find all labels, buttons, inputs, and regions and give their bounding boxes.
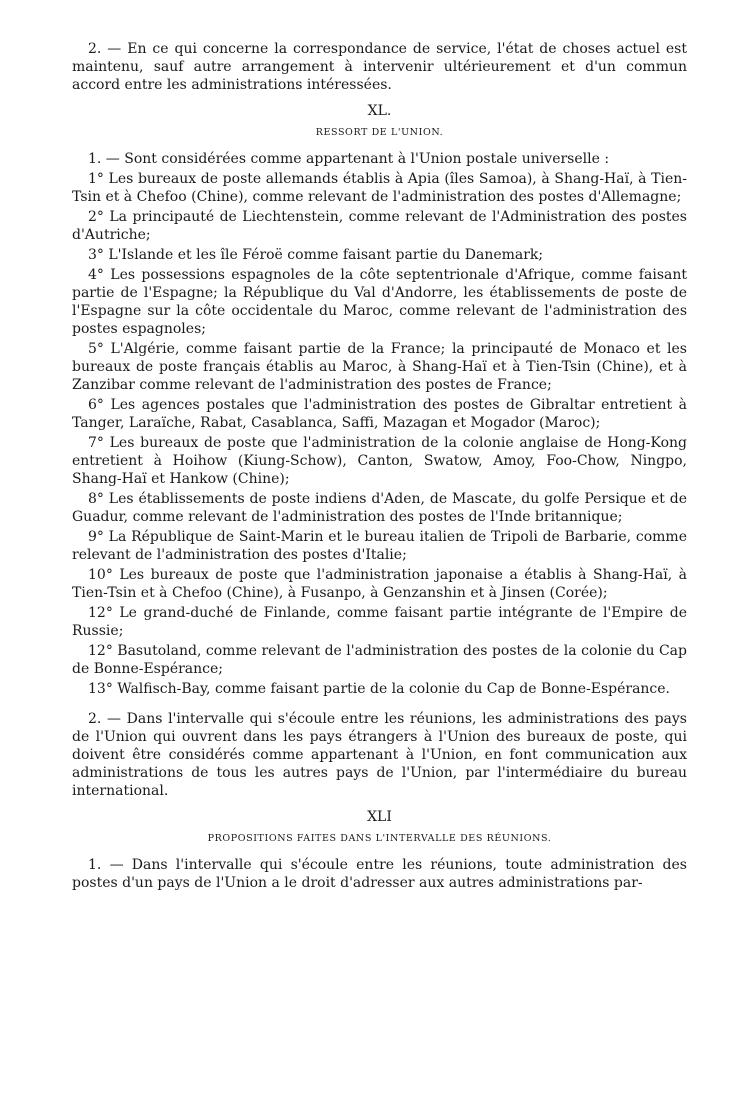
spacer <box>72 698 687 710</box>
list-item: 13° Walfisch-Bay, comme faisant partie de la colonie du Cap de Bonne-Espérance. <box>88 681 671 697</box>
list-item: 12° Basutoland, comme relevant de l'administration des postes de la colonie du Cap de Bonne-Espérance; <box>72 643 687 677</box>
list-item: 5° L'Algérie, comme faisant partie de la France; la principauté de Monaco et les bureaux de poste français établis au Maroc, à Shang-Haï et à Tien-Tsin (Chine), et à Zanzibar comme relevant de l'administration des postes de France; <box>72 341 687 393</box>
paragraph-xl-2: 2. — Dans l'intervalle qui s'écoule entre les réunions, les administrations des pays de l'Union qui ouvrent dans les pays étrangers à l'Union des bureaux de poste, qui doivent être considérés comme appartenant à l'Union, en font communication aux administrations de tous les autres pays de l'Union, par l'intermédiaire du bureau international. <box>72 711 687 799</box>
paragraph-intro: 2. — En ce qui concerne la correspondance de service, l'état de choses actuel est maintenu, sauf autre arrangement à intervenir ultérieurement et d'un commun accord entre les administrations intéressées. <box>72 41 687 93</box>
text-block <box>72 40 687 892</box>
section-xl-title: RESSORT DE L'UNION. <box>315 127 444 138</box>
paragraph-xl-1: 1. — Sont considérées comme appartenant à l'Union postale universelle : <box>88 151 610 167</box>
section-xl-number: XL. <box>367 103 392 119</box>
list-item: 1° Les bureaux de poste allemands établis à Apia (îles Samoa), à Shang-Haï, à Tien-Tsin et à Chefoo (Chine), comme relevant de l'administration des postes d'Allemagne; <box>72 171 687 205</box>
list-item: 2° La principauté de Liechtenstein, comme relevant de l'Administration des postes d'Autriche; <box>72 209 687 243</box>
section-xli-title: PROPOSITIONS FAITES DANS L'INTERVALLE DES RÉUNIONS. <box>207 833 552 844</box>
paragraph-xli-1: 1. — Dans l'intervalle qui s'écoule entre les réunions, toute administration des postes d'un pays de l'Union a le droit d'adresser aux autres administrations par- <box>72 857 687 891</box>
list-item: 9° La République de Saint-Marin et le bureau italien de Tripoli de Barbarie, comme relevant de l'administration des postes d'Italie; <box>72 529 687 563</box>
list-item: 10° Les bureaux de poste que l'administration japonaise a établis à Shang-Haï, à Tien-Tsin et à Chefoo (Chine), à Fusanpo, à Genzanshin et à Jinsen (Corée); <box>72 567 687 601</box>
list-item: 8° Les établissements de poste indiens d'Aden, de Mascate, du golfe Persique et de Guadur, comme relevant de l'administration des postes de l'Inde britannique; <box>72 491 687 525</box>
list-item: 6° Les agences postales que l'administration des postes de Gibraltar entretient à Tanger, Laraïche, Rabat, Casablanca, Saffi, Mazagan et Mogador (Maroc); <box>72 397 687 431</box>
section-xli-number: XLI <box>367 809 392 825</box>
list-item: 3° L'Islande et les île Féroë comme faisant partie du Danemark; <box>88 247 544 263</box>
list-item: 4° Les possessions espagnoles de la côte septentrionale d'Afrique, comme faisant partie de l'Espagne; la République du Val d'Andorre, les établissements de poste de l'Espagne sur la côte occidentale du Maroc, comme relevant de l'administration des postes espagnoles; <box>72 267 687 337</box>
list-item: 12° Le grand-duché de Finlande, comme faisant partie intégrante de l'Empire de Russie; <box>72 605 687 639</box>
list-item: 7° Les bureaux de poste que l'administration de la colonie anglaise de Hong-Kong entretient à Hoihow (Kiung-Schow), Canton, Swatow, Amoy, Foo-Chow, Ningpo, Shang-Haï et Hankow (Chine); <box>72 435 687 487</box>
